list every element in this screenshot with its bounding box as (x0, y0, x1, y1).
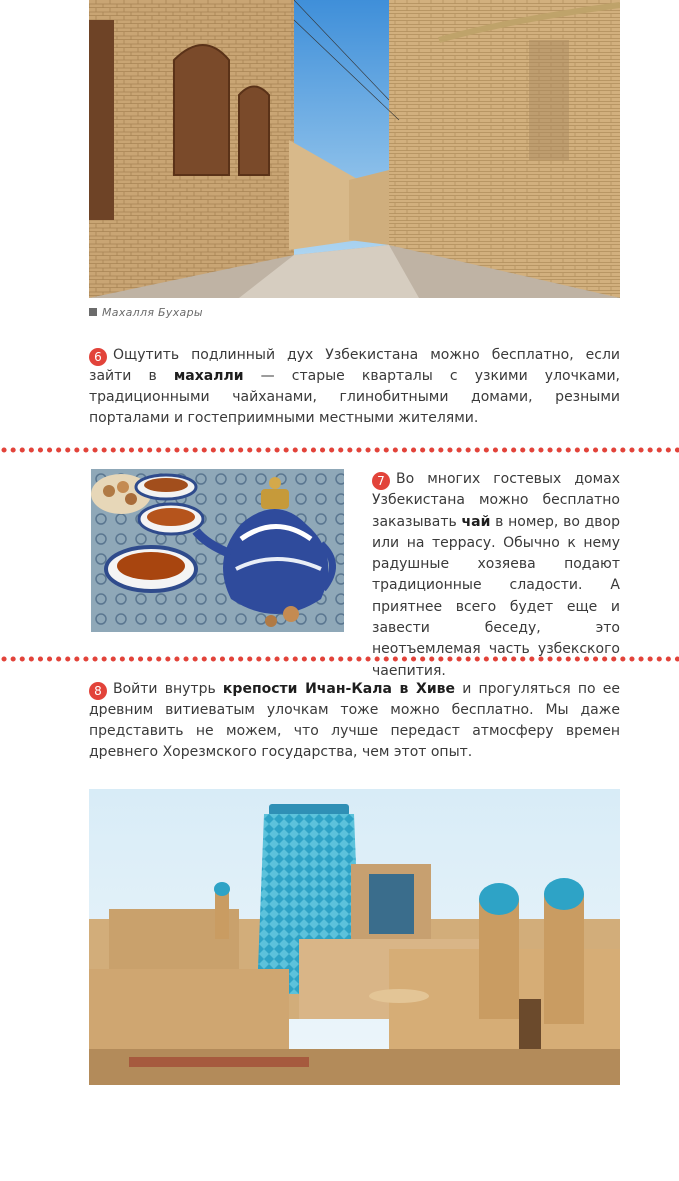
item-8-paragraph: 8 Войти внутрь крепости Ичан-Кала в Хиве и прогуляться по ее древним витиеватым улочкам тоже можно бесплатно. Мы даже представить не можем, что лучше передаст атмосферу времен древнего Хорезмского государства, чем этот опыт. (89, 681, 620, 760)
item-number-badge: 8 (89, 682, 107, 700)
item-7-paragraph: 7 Во многих гостевых домах Узбекистана можно бесплатно заказывать чай в номер, во двор или на террасу. Обычно к нему радушные хозяева подают традиционные сладости. А приятнее всего будет еще и завести беседу, это неотъемлемая часть узбекского чаепития. (372, 471, 621, 679)
mahalla-photo (89, 0, 620, 298)
item-6-paragraph: 6 Ощутить подлинный дух Узбекистана можно бесплатно, если зайти в махалли — старые кварталы с узкими улочками, традиционными чайханами, глинобитными домами, резными порталами и гостеприимными местными жителями. (89, 347, 620, 426)
tea-photo (91, 469, 344, 632)
dotted-divider (0, 655, 679, 663)
item-number-badge: 7 (372, 472, 390, 490)
photo-caption: Махалля Бухары (89, 306, 203, 319)
dotted-divider (0, 446, 679, 454)
item-number-badge: 6 (89, 348, 107, 366)
khiva-photo (89, 789, 620, 1085)
caption-square-icon (89, 308, 97, 316)
